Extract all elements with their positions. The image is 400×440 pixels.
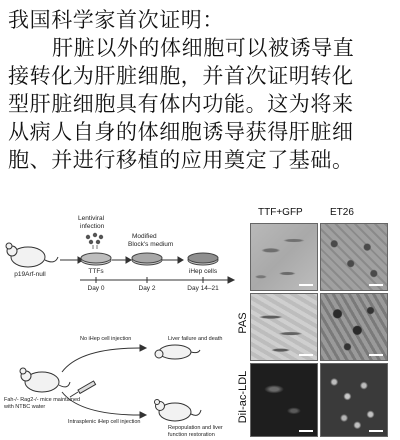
day2-label: Day 2 xyxy=(138,285,156,292)
mouse-icon xyxy=(6,243,58,267)
virus-icon xyxy=(86,233,103,244)
dying-mouse-icon xyxy=(155,345,200,359)
medium-label-1: Modified xyxy=(132,233,157,240)
figure xyxy=(0,205,400,440)
paragraph-line-2: 肝脏以外的体细胞可以被诱导直 xyxy=(52,36,355,60)
micrograph-ttf-dil xyxy=(250,363,318,437)
ihep-label: iHep cells xyxy=(188,268,218,275)
repop-label-1: Repopulation and liver xyxy=(168,425,223,431)
lentiviral-label-2: infection xyxy=(80,223,105,230)
mice-label-2: with NTBC water xyxy=(4,404,46,410)
medium-label-2: Block's medium xyxy=(128,241,174,248)
mouse-label: p19Arf-null xyxy=(14,271,46,278)
micrograph-et26-pas xyxy=(320,293,388,361)
intrasplenic-label: Intrasplenic iHep cell injection xyxy=(68,419,141,425)
culture-dish-icon-3 xyxy=(188,253,218,265)
lentiviral-label-1: Lentiviral xyxy=(78,215,105,222)
paragraph-line-3: 接转化为肝脏细胞，并首次证明转化 xyxy=(8,64,354,88)
col-title-ttf-gfp: TTF+GFP xyxy=(258,207,303,218)
col-title-et26: ET26 xyxy=(330,207,354,218)
paragraph-line-1: 我国科学家首次证明： xyxy=(8,8,224,32)
micrograph-ttf-brightfield xyxy=(250,223,318,291)
liver-failure-label: Liver failure and death xyxy=(168,336,223,342)
paragraph-line-5: 从病人自身的体细胞诱导获得肝脏细 xyxy=(8,120,354,144)
day14-label: Day 14–21 xyxy=(187,285,219,292)
syringe-icon xyxy=(70,381,96,397)
culture-dish-icon xyxy=(81,253,111,265)
chinese-paragraph xyxy=(8,6,394,174)
healthy-mouse-icon xyxy=(155,400,202,422)
micrograph-ttf-pas xyxy=(250,293,318,361)
paragraph-line-4: 型肝脏细胞具有体内功能。这为将来 xyxy=(8,92,354,116)
paragraph-line-6: 胞、并进行移植的应用奠定了基础。 xyxy=(8,148,354,172)
ttfs-label: TTFs xyxy=(88,268,104,275)
row-title-dil: DiI-ac-LDL xyxy=(237,370,249,424)
micrograph-et26-brightfield xyxy=(320,223,388,291)
micrograph-et26-dil xyxy=(320,363,388,437)
repop-label-2: function restoration xyxy=(168,432,215,438)
row-title-pas: PAS xyxy=(237,312,249,334)
day0-label: Day 0 xyxy=(87,285,105,292)
culture-dish-icon-2 xyxy=(132,253,162,265)
no-injection-label: No iHep cell injection xyxy=(80,336,132,342)
mice-label-1: Fah-/- Rag2-/- mice maintained xyxy=(4,397,81,403)
